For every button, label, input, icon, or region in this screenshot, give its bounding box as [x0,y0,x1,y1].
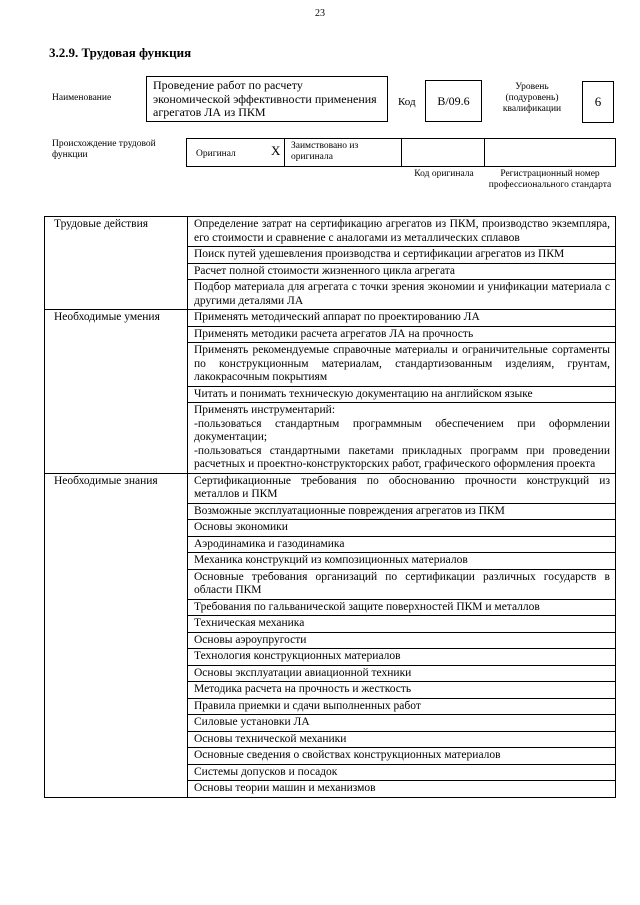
item-cell: Методика расчета на прочность и жесткость [188,682,616,699]
original-code-caption: Код оригинала [414,169,474,179]
item-cell: Требования по гальванической защите поверхностей ПКМ и металлов [188,599,616,616]
item-cell: Основы эксплуатации авиационной техники [188,665,616,682]
code-label: Код [398,96,416,108]
origin-label: Происхождение трудовой функции [52,139,156,160]
item-cell: Применять рекомендуемые справочные материалы и ограничительные сортаменты по конструкционным материалам, стандартизованным изделиям, грунтам, лакокрасочным покрытиям [188,343,616,387]
function-details-table [44,216,616,798]
original-mark: X [271,143,281,158]
item-cell: Определение затрат на сертификацию агрегатов из ПКМ, производство экземпляра, его стоимости и сравнение с аналогами из металлических сплавов [188,217,616,247]
level-label: Уровень (подуровень) квалификации [502,82,562,114]
item-cell: Возможные эксплуатационные повреждения агрегатов из ПКМ [188,503,616,520]
qualification-level: 6 [582,81,614,123]
item-cell: Правила приемки и сдачи выполненных работ [188,698,616,715]
item-line: Применять инструментарий: [194,404,336,416]
item-cell: Основы аэроупругости [188,632,616,649]
item-cell: Основы экономики [188,520,616,537]
item-cell: Механика конструкций из композиционных материалов [188,553,616,570]
category-cell: Необходимые умения [45,310,188,474]
item-cell: Применять методический аппарат по проектированию ЛА [188,310,616,327]
borrowed-label: Заимствовано из оригинала [285,139,402,166]
item-cell: Читать и понимать техническую документацию на английском языке [188,386,616,403]
item-cell: Аэродинамика и газодинамика [188,536,616,553]
item-cell: Расчет полной стоимости жизненного цикла агрегата [188,263,616,280]
item-cell: Подбор материала для агрегата с точки зрения экономии и унификации материала с другими деталями ЛА [188,280,616,310]
item-cell: Основные сведения о свойствах конструкционных материалов [188,748,616,765]
page-number: 23 [315,8,325,19]
category-cell: Необходимые знания [45,473,188,797]
origin-original-cell [187,139,285,166]
table-row [45,473,616,503]
item-line: -пользоваться стандартными пакетами прикладных программ при проведении расчетных и проектно-конструкторских работ, графического оформления проекта [194,444,610,470]
item-line: -пользоваться стандартным программным обеспечением при оформлении документации; [194,417,610,443]
item-cell: Технология конструкционных материалов [188,649,616,666]
item-cell [188,403,616,474]
function-name: Проведение работ по расчету экономической эффективности применения агрегатов ЛА из ПКМ [146,76,388,122]
item-cell: Поиск путей удешевления производства и сертификации агрегатов из ПКМ [188,247,616,264]
table-row [45,217,616,247]
reg-number-cell [485,139,615,166]
item-cell: Сертификационные требования по обоснованию прочности конструкций из металлов и ПКМ [188,473,616,503]
function-code: B/09.6 [425,80,482,122]
item-cell: Основные требования организаций по сертификации различных государств в области ПКМ [188,569,616,599]
reg-number-caption: Регистрационный номер профессионального стандарта [488,169,612,190]
item-cell: Основы технической механики [188,731,616,748]
original-code-cell [402,139,485,166]
table-row [45,310,616,327]
origin-table [186,138,616,167]
name-label: Наименование [52,93,112,103]
item-cell: Силовые установки ЛА [188,715,616,732]
item-cell: Системы допусков и посадок [188,764,616,781]
section-title: 3.2.9. Трудовая функция [49,45,192,60]
original-label: Оригинал [196,149,236,159]
category-cell: Трудовые действия [45,217,188,310]
item-cell: Техническая механика [188,616,616,633]
item-cell: Основы теории машин и механизмов [188,781,616,798]
item-cell: Применять методики расчета агрегатов ЛА на прочность [188,326,616,343]
